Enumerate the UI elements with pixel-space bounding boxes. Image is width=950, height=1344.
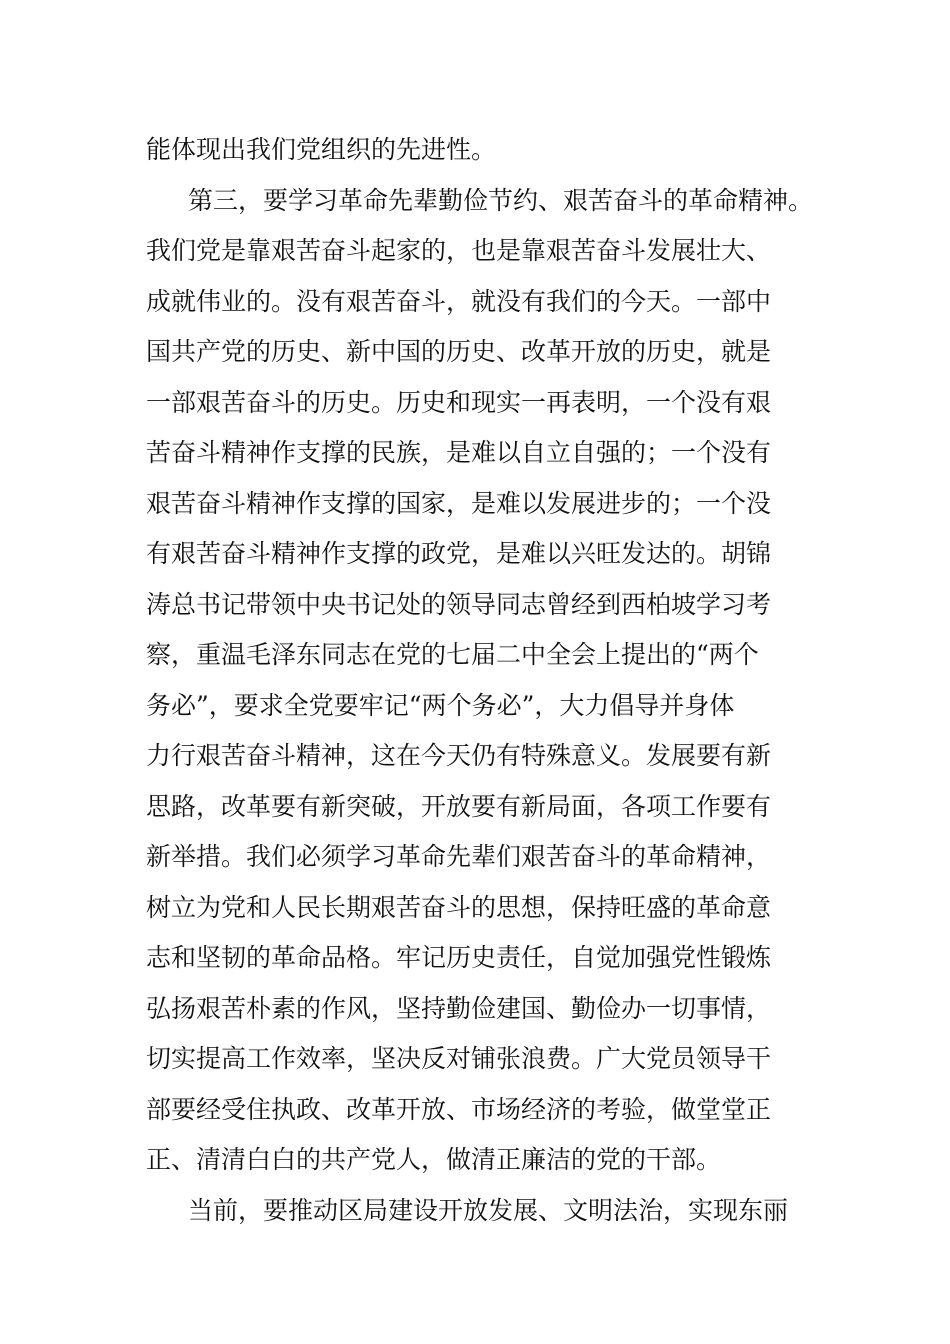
text-line: 艰苦奋斗精神作支撑的国家，是难以发展进步的；一个没 <box>146 488 772 518</box>
text-line: 弘扬艰苦朴素的作风，坚持勤俭建国、勤俭办一切事情， <box>146 993 772 1023</box>
text-line: 部要经受住执政、改革开放、市场经济的考验，做堂堂正 <box>146 1094 772 1124</box>
text-line: 切实提高工作效率，坚决反对铺张浪费。广大党员领导干 <box>146 1044 772 1073</box>
text-line: 有艰苦奋斗精神作支撑的政党，是难以兴旺发达的。胡锦 <box>146 539 772 568</box>
text-line: 志和坚韧的革命品格。牢记历史责任，自觉加强党性锻炼 <box>146 943 772 972</box>
text-line: 正、清清白白的共产党人，做清正廉洁的党的干部。 <box>146 1145 722 1174</box>
text-line: 能体现出我们党组织的先进性。 <box>146 135 497 164</box>
text-line: 一部艰苦奋斗的历史。历史和现实一再表明，一个没有艰 <box>146 387 772 417</box>
text-line: 察，重温毛泽东同志在党的七届二中全会上提出的“两个 <box>146 640 759 669</box>
paragraph-first-line: 第三，要学习革命先辈勤俭节约、艰苦奋斗的革命精神。 <box>188 185 814 215</box>
text-line: 成就伟业的。没有艰苦奋斗，就没有我们的今天。一部中 <box>146 286 772 316</box>
text-line: 涛总书记带领中央书记处的领导同志曾经到西柏坡学习考 <box>146 589 772 619</box>
text-line: 苦奋斗精神作支撑的民族，是难以自立自强的；一个没有 <box>146 438 772 467</box>
text-line: 力行艰苦奋斗精神，这在今天仍有特殊意义。发展要有新 <box>146 741 772 770</box>
text-line: 务必”，要求全党要牢记“两个务必”，大力倡导并身体 <box>146 690 735 720</box>
text-line: 思路，改革要有新突破，开放要有新局面，各项工作要有 <box>146 791 772 821</box>
text-line: 新举措。我们必须学习革命先辈们艰苦奋斗的革命精神， <box>146 842 772 871</box>
document-body <box>146 125 826 1236</box>
text-line: 国共产党的历史、新中国的历史、改革开放的历史，就是 <box>146 337 772 366</box>
paragraph-first-line: 当前，要推动区局建设开放发展、文明法治，实现东丽 <box>188 1195 789 1225</box>
text-line: 树立为党和人民长期艰苦奋斗的思想，保持旺盛的革命意 <box>146 892 772 922</box>
text-line: 我们党是靠艰苦奋斗起家的，也是靠艰苦奋斗发展壮大、 <box>146 236 772 265</box>
